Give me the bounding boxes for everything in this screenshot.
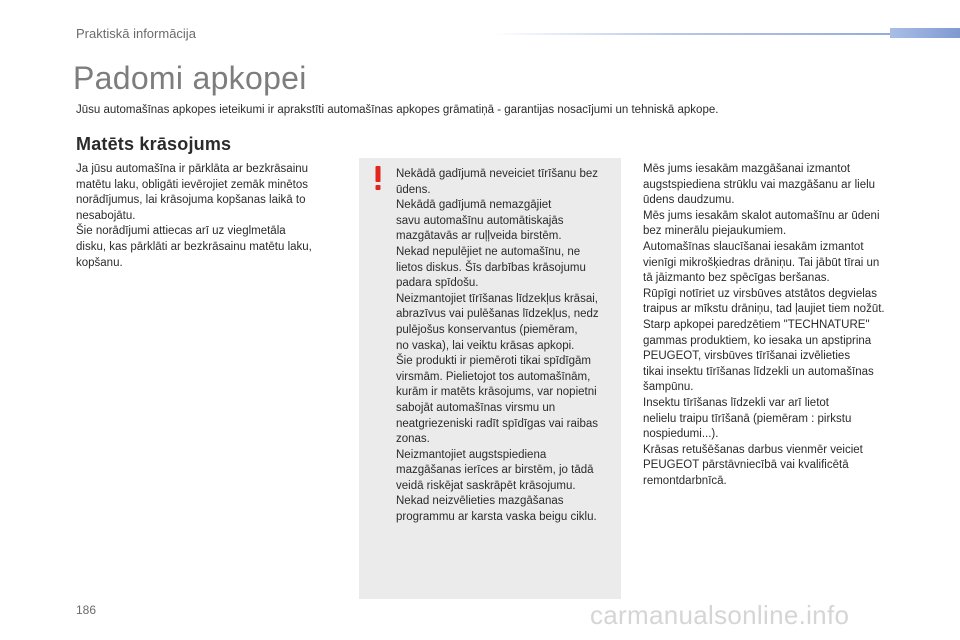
text-line: vienīgi mikrošķiedras drāniņu. Tai jābūt tīrai un [643, 256, 880, 269]
text-line: Insektu tīrīšanas līdzekli var arī lietot [643, 396, 829, 409]
warning-line: veidā riskējat saskrāpēt krāsojumu. [396, 479, 576, 492]
text-line: traipus ar mīkstu drāniņu, tad ļaujiet tiem nožūt. [643, 303, 885, 316]
matte-paint-intro [76, 162, 338, 271]
text-line: kopšanu. [76, 256, 123, 269]
warning-line: sabojāt automašīnas virsmu un [396, 401, 556, 414]
text-line: norādījumus, lai krāsojuma kopšanas laikā to [76, 194, 306, 207]
text-line: Mēs jums iesakām mazgāšanai izmantot [643, 163, 851, 175]
warning-line: savu automašīnu automātiskajās [396, 214, 564, 227]
text-line: nesabojātu. [76, 209, 136, 222]
warning-line: ūdens. [396, 183, 431, 196]
warning-line: abrazīvus vai pulēšanas līdzekļus, nedz [396, 308, 599, 321]
text-line: matētu laku, obligāti ievērojiet zemāk minētos [76, 178, 309, 191]
watermark: carmanualsonline.info [590, 600, 850, 630]
warning-line: kurām ir matēts krāsojums, var nopietni [396, 386, 597, 399]
text-line: šampūnu. [643, 381, 694, 394]
text-line: PEUGEOT pārstāvniecībā vai kvalificētā [643, 459, 849, 472]
page-title: Padomi apkopei [73, 60, 307, 96]
warning-line: mazgāšanas ierīces ar birstēm, jo tādā [396, 464, 594, 477]
text-line: Ja jūsu automašīna ir pārklāta ar bezkrāsainu [76, 163, 309, 175]
text-line: disku, kas pārklāti ar bezkrāsainu matētu laku, [76, 240, 312, 253]
warning-line: neatgriezeniski radīt spīdīgas vai raibas [396, 417, 598, 430]
section-title: Matēts krāsojums [76, 134, 232, 154]
header-tab [890, 28, 960, 38]
warning-line: zonas. [396, 433, 430, 446]
text-line: Rūpīgi notīriet uz virsbūves atstātos degvielas [643, 287, 877, 300]
warning-line: Nekad neizvēlieties mazgāšanas [396, 495, 564, 508]
warning-line: pulējošus konservantus (piemēram, [396, 323, 578, 336]
warning-line: virsmām. Pielietojot tos automašīnām, [396, 370, 591, 383]
text-line: augstspiediena strūklu vai mazgāšanu ar lielu [643, 178, 876, 191]
page-number: 186 [76, 603, 97, 617]
warning-line: Neizmantojiet augstspiediena [396, 448, 547, 461]
text-line: tā jāizmanto bez spēcīgas beršanas. [643, 272, 830, 285]
warning-line: programmu ar karsta vaska beigu ciklu. [396, 511, 597, 524]
intro-text: Jūsu automašīnas apkopes ieteikumi ir aprakstīti automašīnas apkopes grāmatiņā - garantijas nosacījumi un tehniskā apkope. [76, 104, 719, 116]
text-line: tikai insektu tīrīšanas līdzekli un automašīnas [643, 365, 874, 378]
warning-line: Nekādā gadījumā neveiciet tīrīšanu bez [396, 168, 599, 180]
text-line: Mēs jums iesakām skalot automašīnu ar ūdeni [643, 209, 880, 222]
text-line: Krāsas retušēšanas darbus vienmēr veiciet [643, 443, 863, 456]
warning-line: mazgātavās ar ruļļveida birstēm. [396, 230, 562, 243]
text-line: ūdens daudzumu. [643, 194, 735, 207]
text-line: PEUGEOT, virsbūves tīrīšanai izvēlieties [643, 350, 851, 363]
header-section-label: Praktiskā informācija [76, 26, 196, 41]
warning-line: lietos diskus. Šīs darbības krāsojumu [396, 261, 586, 274]
warning-line: Šie produkti ir piemēroti tikai spīdīgām [396, 355, 591, 368]
warning-line: Nekad nepulējiet ne automašīnu, ne [396, 245, 581, 258]
warning-line: padara spīdošu. [396, 277, 479, 290]
text-line: gammas produktiem, ko iesaka un apstiprina [643, 334, 872, 347]
warning-line: no vaska), lai veiktu krāsas apkopi. [396, 339, 575, 352]
warning-line: Neizmantojiet tīrīšanas līdzekļus krāsai, [396, 292, 598, 305]
cleaning-recommendations [643, 162, 905, 489]
text-line: nelielu traipu tīrīšanā (piemēram : pirkstu [643, 412, 852, 425]
text-line: Starp apkopei paredzētiem "TECHNATURE" [643, 318, 870, 331]
text-line: bez minerālu piejaukumiem. [643, 225, 787, 238]
text-line: remontdarbnīcā. [643, 474, 727, 487]
text-line: Automašīnas slaucīšanai iesakām izmantot [643, 240, 864, 253]
warning-text [396, 167, 618, 526]
text-line: Šie norādījumi attiecas arī uz vieglmetāla [76, 225, 286, 238]
exclamation-icon [371, 165, 385, 191]
text-line: nospiedumi...). [643, 428, 719, 441]
warning-line: Nekādā gadījumā nemazgājiet [396, 199, 552, 212]
